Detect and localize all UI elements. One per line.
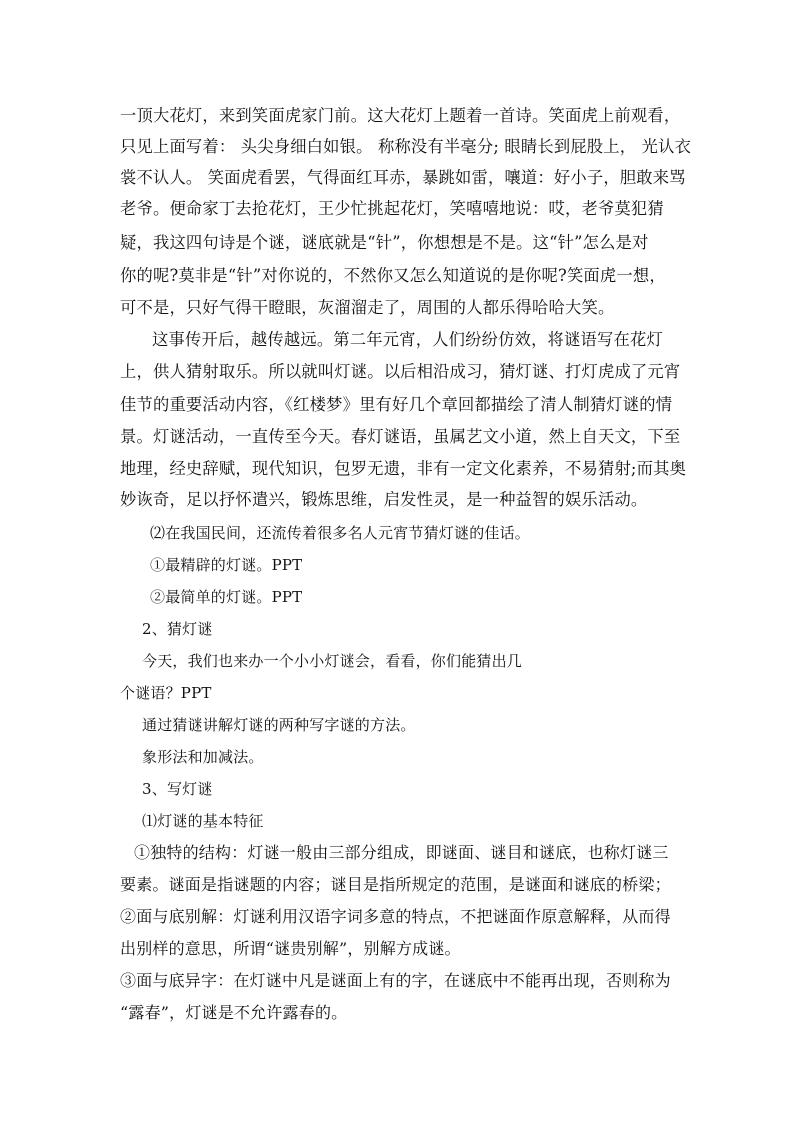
text-line: ③面与底异字：在灯谜中凡是谜面上有的字，在谜底中不能再出现，否则称为	[120, 971, 671, 990]
text-line: 2、猜灯谜	[142, 620, 213, 638]
text-line: ①最精辟的灯谜。PPT	[150, 556, 303, 574]
text-line: ②最简单的灯谜。PPT	[150, 588, 303, 606]
text-line: 通过猜谜讲解灯谜的两种写字谜的方法。	[142, 716, 416, 734]
text-line: ②面与底别解：灯谜利用汉语字词多意的特点，不把谜面作原意解释，从而得	[120, 907, 671, 926]
text-line: 老爷。便命家丁去抢花灯，王少忙挑起花灯，笑嘻嘻地说：哎，老爷莫犯猜	[120, 199, 664, 218]
text-line: “露春”，灯谜是不允许露春的。	[120, 1003, 348, 1022]
text-line: 你的呢?莫非是“针”对你说的，不然你又怎么知道说的是你呢?笑面虎一想，	[120, 266, 666, 285]
text-line: 妙诙奇，足以抒怀遣兴，锻炼思维，启发性灵，是一种益智的娱乐活动。	[120, 490, 648, 509]
text-line: 出别样的意思，所谓“谜贵别解”，别解方成谜。	[120, 939, 461, 958]
text-line: 3、写灯谜	[142, 780, 213, 798]
text-line: 佳节的重要活动内容，《红楼梦》里有好几个章回都描绘了清人制猜灯谜的情	[120, 395, 673, 414]
text-line: 只见上面写着： 头尖身细白如银。 称称没有半毫分; 眼睛长到屁股上， 光认衣	[120, 137, 692, 156]
text-line: 一顶大花灯，来到笑面虎家门前。这大花灯上题着一首诗。笑面虎上前观看，	[120, 106, 681, 125]
text-line: 这事传开后，越传越远。第二年元宵，人们纷纷仿效，将谜语写在花灯	[152, 330, 663, 349]
text-line: 要素。谜面是指谜题的内容；谜目是指所规定的范围，是谜面和谜底的桥梁；	[120, 875, 671, 894]
text-line: 个谜语？PPT	[120, 684, 212, 702]
text-line: 今天，我们也来办一个小小灯谜会，看看，你们能猜出几	[142, 652, 523, 670]
text-line: 裳不认人。 笑面虎看罢，气得面红耳赤，暴跳如雷，嚷道：好小子，胆敢来骂	[120, 168, 686, 187]
text-line: ⑵在我国民间，还流传着很多名人元宵节猜灯谜的佳话。	[150, 524, 531, 542]
text-line: 疑，我这四句诗是个谜，谜底就是“针”，你想想是不是。这“针”怎么是对	[120, 233, 649, 252]
text-line: 可不是，只好气得干瞪眼，灰溜溜走了，周围的人都乐得哈哈大笑。	[120, 298, 615, 317]
text-line: ①独特的结构：灯谜一般由三部分组成，即谜面、谜目和谜底，也称灯谜三	[134, 843, 669, 862]
text-line: 地理，经史辞赋，现代知识，包罗无遗，非有一定文化素养，不易猜射;而其奥	[120, 459, 687, 478]
text-line: 象形法和加减法。	[142, 748, 264, 766]
text-line: 景。灯谜活动，一直传至今天。春灯谜语，虽属艺文小道，然上自天文，下至	[120, 427, 681, 446]
text-line: 上，供人猜射取乐。所以就叫灯谜。以后相沿成习，猜灯谜、打灯虎成了元宵	[120, 362, 681, 381]
text-line: ⑴灯谜的基本特征	[142, 812, 264, 830]
